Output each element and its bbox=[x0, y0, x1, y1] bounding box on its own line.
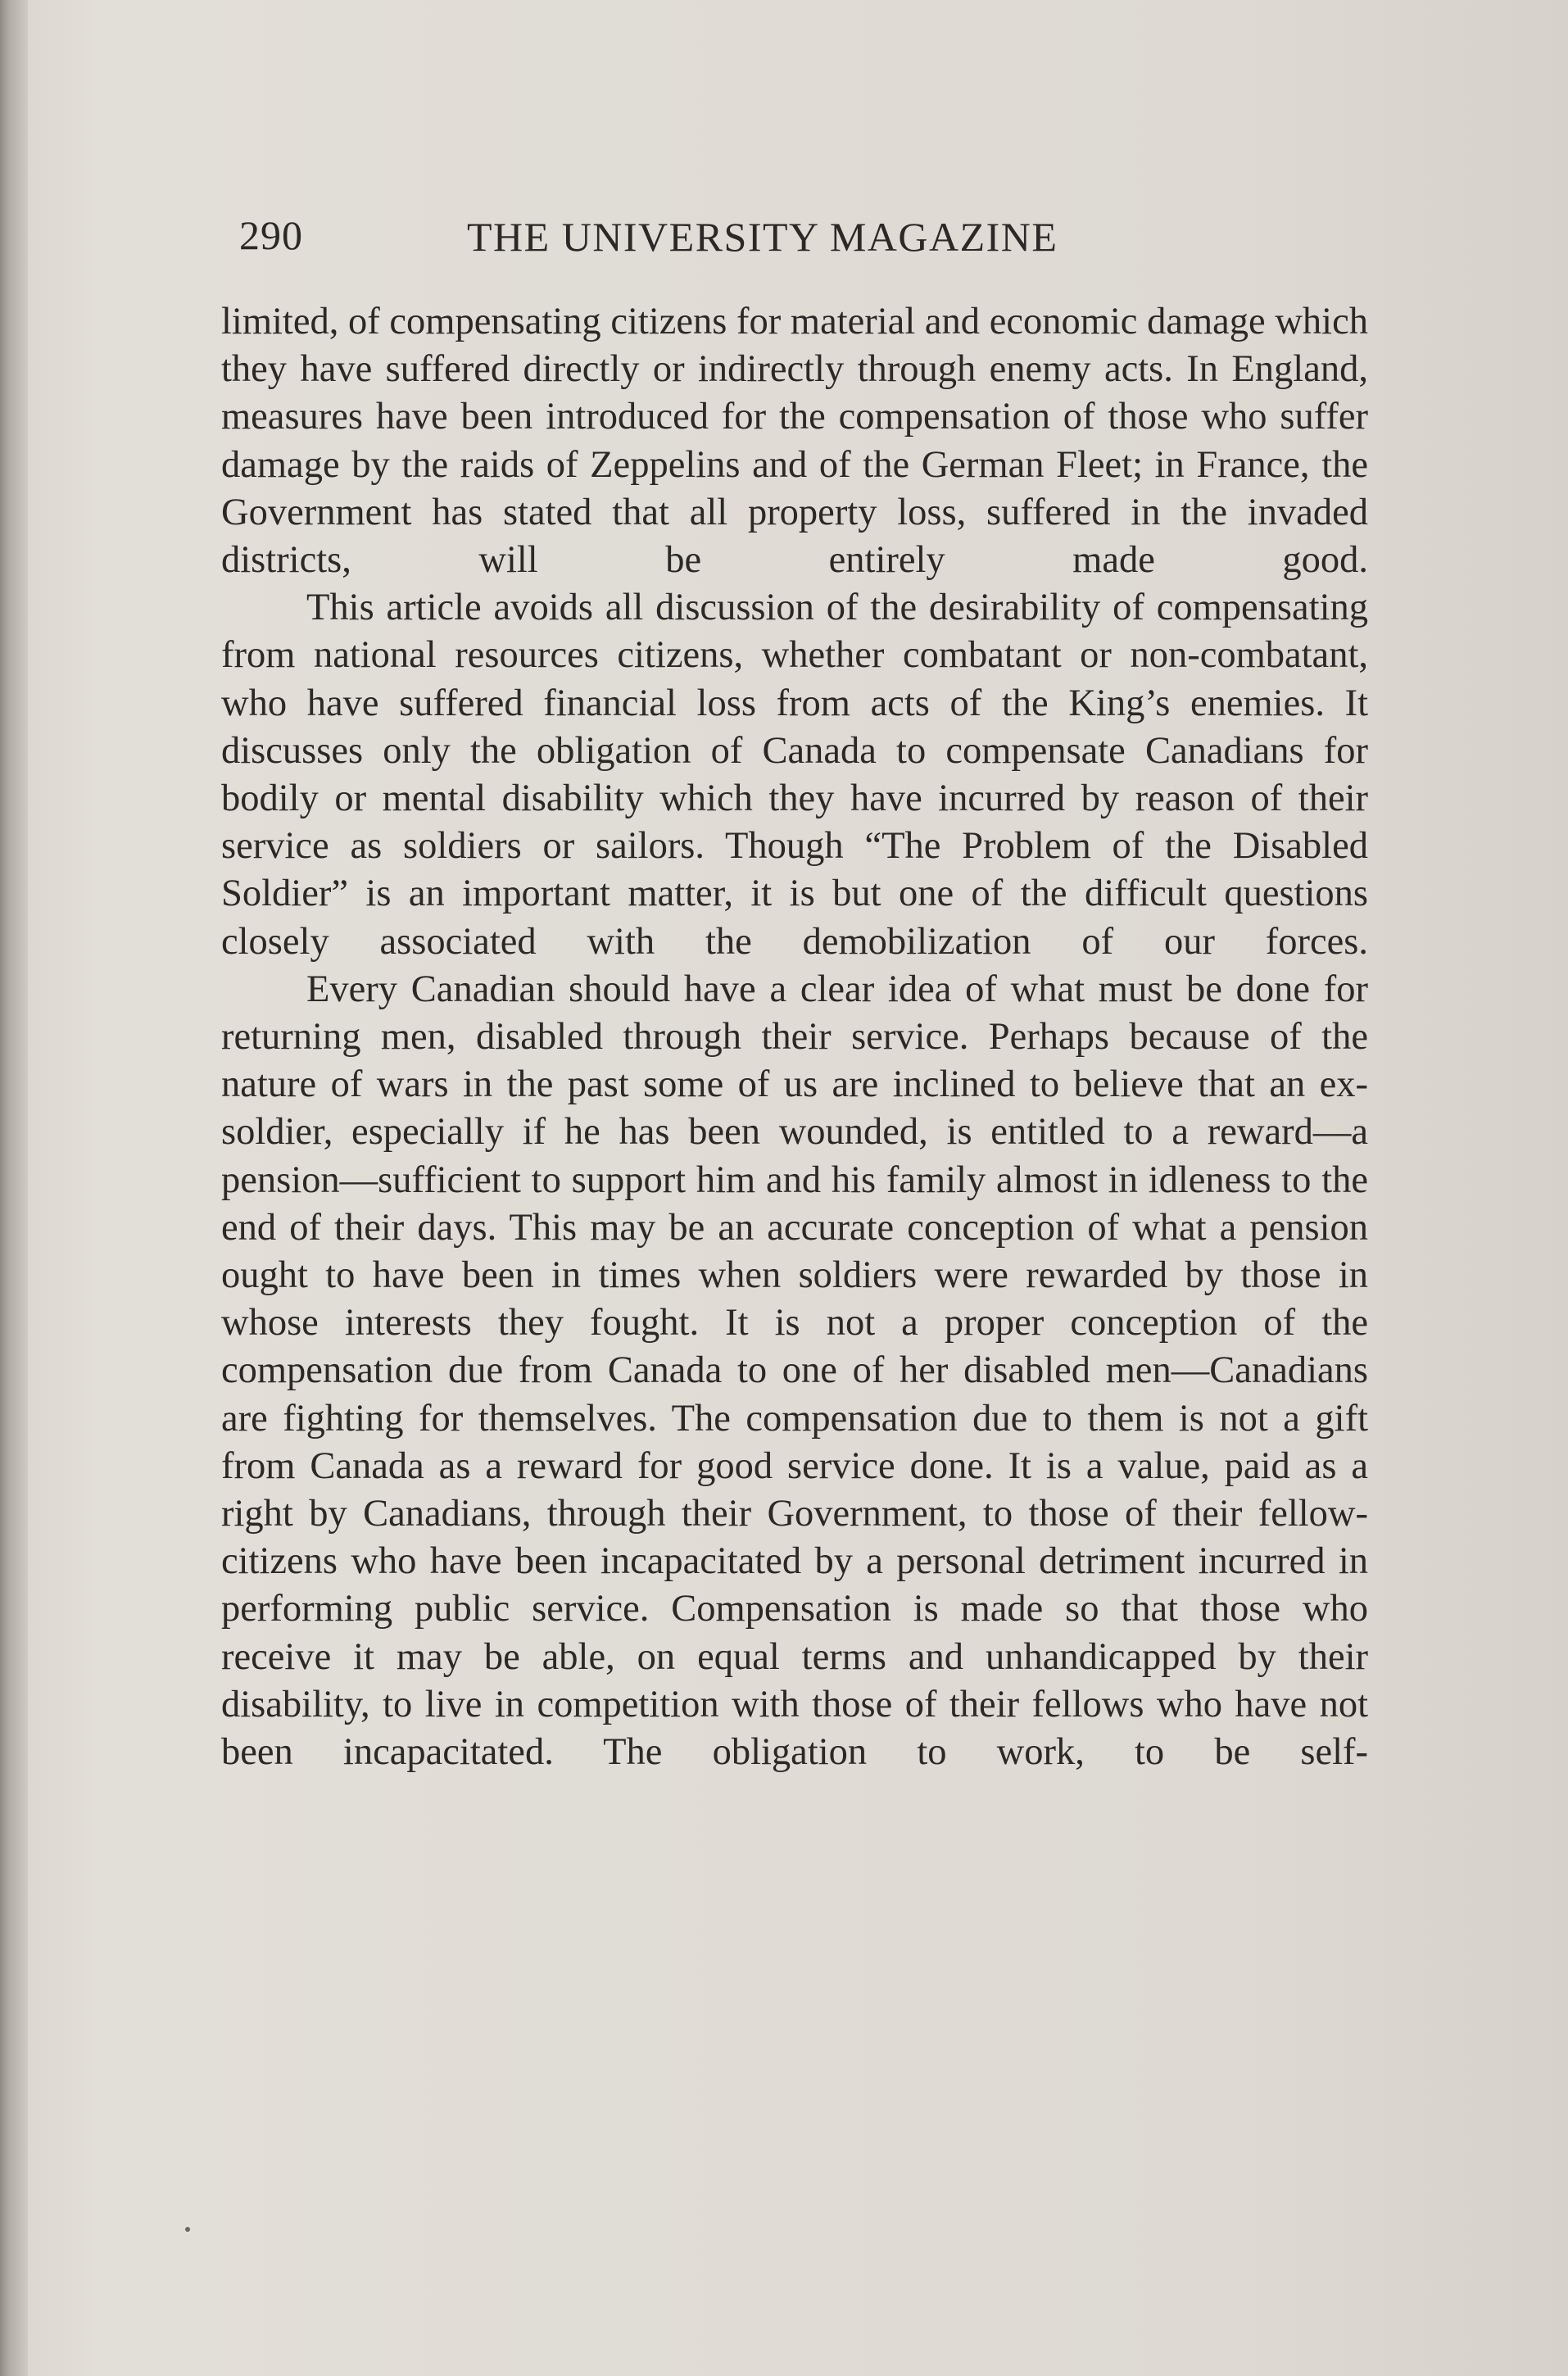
paper-speck bbox=[185, 2227, 190, 2232]
paragraph-article-scope: This article avoids all discussion of the desirability of compensating from national resources citizens, whether combatant or non-combatant, who have suffered financial loss from acts of the King’s enemies. It discusses only the obligation of Canada to compensate Canadians for bodily or mental disability which they have incurred by reason of their service as soldiers or sailors. Though “The Problem of the Disabled Soldier” is an important matter, it is but one of the difficult questions closely associated with the demobilization of our forces. bbox=[221, 587, 1368, 963]
body-text bbox=[221, 298, 1368, 1776]
book-gutter bbox=[0, 0, 28, 2376]
page-header bbox=[239, 211, 1362, 277]
page-number: 290 bbox=[239, 212, 303, 258]
paragraph-compensation: Every Canadian should have a clear idea of what must be done for returning men, disabled through their service. Perhaps because of the nature of wars in the past some of us are inclined to believe that an ex-soldier, especially if he has been wounded, is entitled to a reward—a pension—sufficient to support him and his family almost in idleness to the end of their days. This may be an accurate conception of what a pension ought to have been in times when soldiers were rewarded by those in whose interests they fought. It is not a proper conception of the compensation due from Canada to one of her disabled men—Canadians are fighting for themselves. The compensation due to them is not a gift from Canada as a reward for good service done. It is a value, paid as a right by Canadians, through their Government, to those of their fellow-citizens who have been incapacitated by a personal detriment incurred in performing public service. Compensation is made so that those who receive it may be able, on equal terms and unhandicapped by their disability, to live in competition with those of their fellows who have not been incapacitated. The obligation to work, to be self- bbox=[221, 968, 1368, 1774]
paragraph-continued: limited, of compensating citizens for material and economic damage which they have suffered directly or indirectly through enemy acts. In England, measures have been introduced for the compensation of those who suffer damage by the raids of Zeppelins and of the German Fleet; in France, the Government has stated that all property loss, suffered in the invaded districts, will be entirely made good. bbox=[221, 301, 1368, 582]
running-title: THE UNIVERSITY MAGAZINE bbox=[467, 214, 1058, 260]
